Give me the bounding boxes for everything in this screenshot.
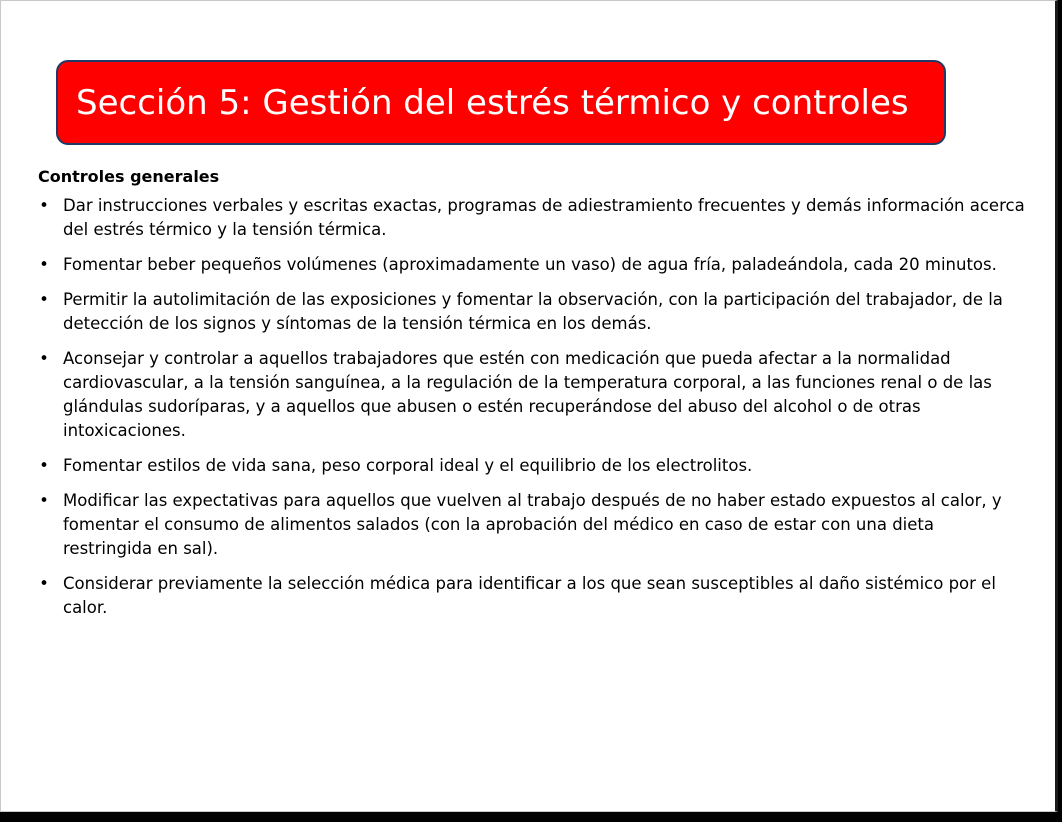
bullet-icon: •: [39, 491, 49, 510]
bullet-text: Dar instrucciones verbales y escritas exactas, programas de adiestramiento frecuentes y demás información acerca del estrés térmico y la tensión térmica.: [63, 196, 1025, 239]
bullet-text: Fomentar beber pequeños volúmenes (aproximadamente un vaso) de agua fría, paladeándola, cada 20 minutos.: [63, 255, 997, 274]
bullet-icon: •: [39, 196, 49, 215]
slide-content: [38, 165, 1028, 631]
section-heading: Controles generales: [38, 167, 220, 186]
bullet-text: Fomentar estilos de vida sana, peso corporal ideal y el equilibrio de los electrolitos.: [63, 456, 753, 475]
bullet-icon: •: [39, 349, 49, 368]
title-banner: [56, 60, 946, 145]
list-item: [38, 454, 1028, 478]
bullet-list: [38, 194, 1028, 620]
list-item: [38, 194, 1028, 242]
list-item: [38, 253, 1028, 277]
list-item: [38, 489, 1028, 561]
bullet-icon: •: [39, 574, 49, 593]
bullet-icon: •: [39, 255, 49, 274]
bullet-text: Permitir la autolimitación de las exposiciones y fomentar la observación, con la participación del trabajador, de la detección de los signos y síntomas de la tensión térmica en los demás.: [63, 290, 1003, 333]
bullet-icon: •: [39, 290, 49, 309]
bullet-text: Aconsejar y controlar a aquellos trabajadores que estén con medicación que pueda afectar a la normalidad cardiovascular, a la tensión sanguínea, a la regulación de la temperatura corporal, a las funciones renal o de las glándulas sudoríparas, y a aquellos que abusen o estén recuperándose del abuso del alcohol o de otras intoxicaciones.: [63, 349, 992, 440]
slide-title: Sección 5: Gestión del estrés térmico y controles: [76, 82, 909, 123]
list-item: [38, 288, 1028, 336]
list-item: [38, 347, 1028, 443]
bullet-text: Modificar las expectativas para aquellos que vuelven al trabajo después de no haber estado expuestos al calor, y fomentar el consumo de alimentos salados (con la aprobación del médico en caso de estar con una dieta restringida en sal).: [63, 491, 1002, 558]
list-item: [38, 572, 1028, 620]
bullet-icon: •: [39, 456, 49, 475]
bullet-text: Considerar previamente la selección médica para identificar a los que sean susceptibles al daño sistémico por el calor.: [63, 574, 996, 617]
